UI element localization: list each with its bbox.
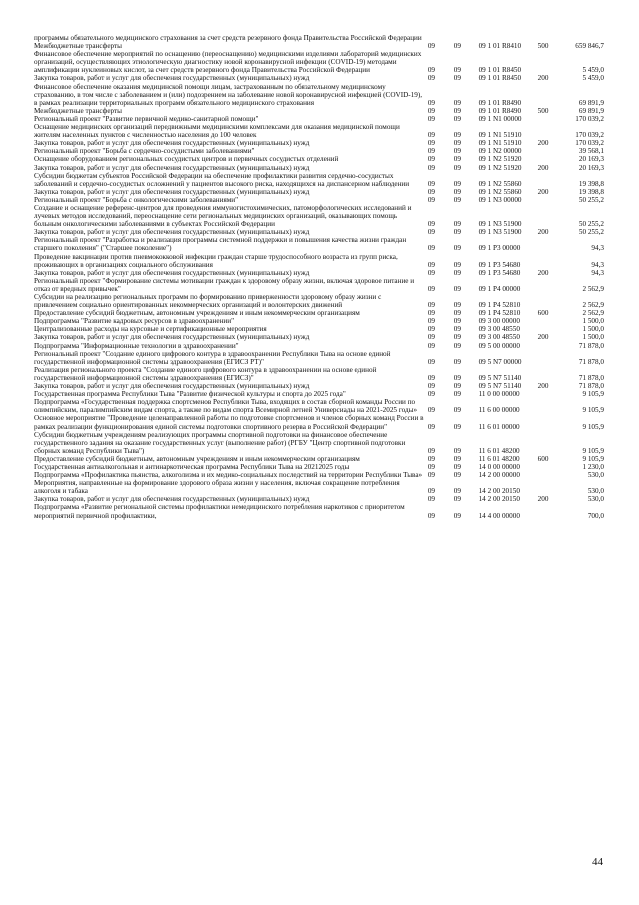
table-row <box>34 431 604 455</box>
row-cs: 09 5 N7 51140 <box>478 382 522 391</box>
table-row <box>34 236 604 252</box>
row-ved: 09 <box>427 357 435 366</box>
row-name: Проведение вакцинации против пневмококковой инфекции граждан старше трудоспособного возраста из групп риска, проживающих в организациях социального обслуживания <box>34 252 398 269</box>
table-row <box>34 42 604 50</box>
row-rz: 09 <box>453 382 461 391</box>
row-cs: 09 3 00 00000 <box>478 317 520 326</box>
row-rz: 09 <box>453 228 461 237</box>
row-vr <box>538 463 567 471</box>
row-rz: 09 <box>453 511 461 520</box>
row-name: Закупка товаров, работ и услуг для обеспечения государственных (муниципальных) нужд <box>34 74 310 83</box>
row-ved: 09 <box>427 106 435 115</box>
table-row <box>34 123 604 139</box>
row-rz: 09 <box>453 74 461 83</box>
row-vr <box>538 277 567 293</box>
row-rz: 09 <box>453 422 461 431</box>
row-name: Субсидии бюджетным учреждениям реализующих программы спортивной подготовки на финансовое обеспечение государственного задания на оказание государственных услуг (выполнение работ) (РГБУ "Центр спортивной подготовки сборных команд Республики Тыва") <box>34 430 406 455</box>
row-sum: 19 398,8 <box>578 179 604 188</box>
row-vr <box>538 342 567 350</box>
row-name: Государственная антиалкогольная и антинаркотическая программа Республики Тыва на 20212025 годы <box>34 462 350 471</box>
row-vr <box>538 236 567 252</box>
row-ved: 09 <box>427 244 435 253</box>
table-row <box>34 115 604 123</box>
row-sum: 71 878,0 <box>578 341 604 350</box>
table-row <box>34 107 604 115</box>
row-name: Централизованные расходы на курсовые и сертификационные мероприятия <box>34 325 267 334</box>
table-row <box>34 350 604 366</box>
row-vr: 200 <box>537 228 549 237</box>
row-cs: 09 5 N7 51140 <box>478 373 522 382</box>
row-sum: 2 562,9 <box>582 309 604 318</box>
row-rz: 09 <box>453 325 461 334</box>
row-rz: 09 <box>453 260 461 269</box>
row-name: Подпрограмма «Государственная поддержка спортсменов Республики Тыва, входящих в состав сборной команды России по олимпийским, паралимпийским видам спорта, а также по видам спорта Всемирной летней Универсиады на 2021-2025 годы» <box>34 398 418 415</box>
row-vr <box>538 204 567 228</box>
row-sum: 71 878,0 <box>578 357 604 366</box>
row-cs: 09 1 N2 51920 <box>478 163 522 172</box>
row-vr: 600 <box>537 454 549 463</box>
row-ved: 09 <box>427 301 435 310</box>
row-rz: 09 <box>453 268 461 277</box>
row-rz: 09 <box>453 147 461 156</box>
row-sum: 2 562,9 <box>582 301 604 310</box>
row-ved: 09 <box>427 382 435 391</box>
table-row <box>34 333 604 341</box>
table-row <box>34 188 604 196</box>
row-ved: 09 <box>427 471 435 480</box>
row-sum: 50 255,2 <box>578 195 604 204</box>
row-name: Мероприятия, направленные на формирование здорового образа жизни у населения, включая сокращение потребления алкоголя и табака <box>34 479 400 496</box>
row-cs: 14 4 00 00000 <box>478 511 520 520</box>
row-name: Межбюджетные трансферты <box>34 106 122 115</box>
table-row <box>34 463 604 471</box>
table-row <box>34 325 604 333</box>
row-vr <box>538 147 567 155</box>
table-row <box>34 253 604 269</box>
row-name: Государственная программа Республики Тыва "Развитие физической культуры и спорта до 2025 года" <box>34 390 346 399</box>
row-ved: 09 <box>427 317 435 326</box>
row-rz: 09 <box>453 106 461 115</box>
table-row <box>34 164 604 172</box>
row-ved: 09 <box>427 147 435 156</box>
row-ved: 09 <box>427 228 435 237</box>
budget-table <box>34 34 604 520</box>
row-vr <box>538 471 567 479</box>
row-name: Финансовое обеспечение оказания медицинской помощи лицам, застрахованным по обязательному медицинскому страхованию, в том числе с заболеванием и (или) подозрением на заболевание новой коронавирусной инфекцией (COVID-19), в рамках реализации территориальных программ обязательного медицинского страхования <box>34 82 423 107</box>
row-name: Региональный проект "Борьба с онкологическими заболеваниями" <box>34 195 239 204</box>
row-name: Региональный проект "Развитие первичной медико-санитарной помощи" <box>34 114 259 123</box>
row-sum: 20 169,3 <box>578 163 604 172</box>
table-row <box>34 309 604 317</box>
table-row <box>34 503 604 519</box>
row-rz: 09 <box>453 357 461 366</box>
row-sum: 170 039,2 <box>575 114 604 123</box>
row-cs: 09 5 00 00000 <box>478 341 520 350</box>
row-cs: 09 1 N3 00000 <box>478 195 522 204</box>
row-ved: 09 <box>427 341 435 350</box>
row-vr <box>538 398 567 414</box>
row-ved: 09 <box>427 42 435 51</box>
row-rz: 09 <box>453 390 461 399</box>
row-vr <box>538 293 567 309</box>
row-rz: 09 <box>453 187 461 196</box>
row-vr: 500 <box>537 42 549 51</box>
table-row <box>34 277 604 293</box>
row-ved: 09 <box>427 98 435 107</box>
table-row <box>34 139 604 147</box>
row-name: Финансовое обеспечение мероприятий по оснащению (переоснащению) медицинскими изделиями лабораторий медицинских организаций, осуществляющих этиологическую диагностику новой коронавирусной инфекции (COVID-19) методами амплификации нуклеиновых кислот, за счет средств резервного фонда Правительства Российской Федерации <box>34 50 422 75</box>
row-vr: 200 <box>537 187 549 196</box>
row-cs: 09 1 P3 54680 <box>478 268 521 277</box>
row-cs: 09 3 00 48550 <box>478 325 520 334</box>
row-ved: 09 <box>427 487 435 496</box>
row-sum: 71 878,0 <box>578 373 604 382</box>
row-vr <box>538 172 567 188</box>
row-sum: 69 891,9 <box>578 98 604 107</box>
row-name: Предоставление субсидий бюджетным, автономным учреждениям и иным некоммерческим организациям <box>34 309 360 318</box>
row-name: Реализация регионального проекта "Создание единого цифрового контура в здравоохранении на основе единой государственной информационной системы здравоохранения (ЕГИСЗ)" <box>34 365 377 382</box>
row-cs: 09 1 P3 00000 <box>478 244 521 253</box>
row-cs: 14 2 00 20150 <box>478 495 520 504</box>
row-ved: 09 <box>427 333 435 342</box>
table-row <box>34 382 604 390</box>
row-name: Межбюджетные трансферты <box>34 42 122 51</box>
row-name: Создание и оснащение референс-центров для проведения иммуногистохимических, патоморфологических исследований и лучевых методов исследований, переоснащение сети региональных медицинских организаций, оказывающих помощь больным онкологическими заболеваниями в субъектах Российской Федерации <box>34 203 412 229</box>
row-name: Оснащение оборудованием региональных сосудистых центров и первичных сосудистых отделений <box>34 155 339 164</box>
row-sum: 50 255,2 <box>578 228 604 237</box>
row-name: Закупка товаров, работ и услуг для обеспечения государственных (муниципальных) нужд <box>34 268 310 277</box>
row-cs: 09 1 P3 54680 <box>478 260 521 269</box>
row-rz: 09 <box>453 446 461 455</box>
row-cs: 09 1 N2 55860 <box>478 187 522 196</box>
row-rz: 09 <box>453 317 461 326</box>
row-cs: 09 1 01 R8410 <box>478 42 522 51</box>
row-sum: 700,0 <box>587 511 604 520</box>
row-cs: 14 2 00 00000 <box>478 471 520 480</box>
row-rz: 09 <box>453 373 461 382</box>
row-cs: 11 6 01 00000 <box>478 422 520 431</box>
row-cs: 09 1 N2 00000 <box>478 147 522 156</box>
row-sum: 9 105,9 <box>582 422 604 431</box>
row-rz: 09 <box>453 301 461 310</box>
row-ved: 09 <box>427 155 435 164</box>
row-sum: 94,3 <box>591 244 604 253</box>
row-sum: 19 398,8 <box>578 187 604 196</box>
row-rz: 09 <box>453 131 461 140</box>
row-name: Оснащение медицинских организаций передвижными медицинскими комплексами для оказания медицинской помощи жителям населенных пунктов с численностью населения до 100 человек <box>34 123 400 140</box>
row-ved: 09 <box>427 139 435 148</box>
row-name: Закупка товаров, работ и услуг для обеспечения государственных (муниципальных) нужд <box>34 139 310 148</box>
row-ved: 09 <box>427 268 435 277</box>
row-sum: 71 878,0 <box>578 382 604 391</box>
row-rz: 09 <box>453 163 461 172</box>
row-name: Региональный проект "Борьба с сердечно-сосудистыми заболеваниями" <box>34 147 255 156</box>
row-sum: 530,0 <box>587 495 604 504</box>
row-rz: 09 <box>453 42 461 51</box>
row-vr <box>538 83 567 107</box>
row-rz: 09 <box>453 406 461 415</box>
row-sum: 9 105,9 <box>582 406 604 415</box>
row-cs: 09 1 P4 52810 <box>478 309 521 318</box>
row-cs: 09 1 01 R8450 <box>478 74 522 83</box>
row-ved: 09 <box>427 114 435 123</box>
row-sum: 9 105,9 <box>582 454 604 463</box>
table-row <box>34 317 604 325</box>
row-rz: 09 <box>453 495 461 504</box>
row-rz: 09 <box>453 179 461 188</box>
table-row <box>34 147 604 155</box>
table-row <box>34 74 604 82</box>
table-row <box>34 196 604 204</box>
row-rz: 09 <box>453 114 461 123</box>
row-sum: 94,3 <box>591 268 604 277</box>
row-vr <box>538 115 567 123</box>
row-ved: 09 <box>427 179 435 188</box>
row-ved: 09 <box>427 446 435 455</box>
table-row <box>34 172 604 188</box>
table-row <box>34 471 604 479</box>
row-ved: 09 <box>427 462 435 471</box>
row-rz: 09 <box>453 454 461 463</box>
row-name: Предоставление субсидий бюджетным, автономным учреждениям и иным некоммерческим организациям <box>34 454 360 463</box>
row-cs: 09 1 N1 51910 <box>478 131 522 140</box>
row-rz: 09 <box>453 155 461 164</box>
row-name: Подпрограмма «Развитие региональной системы профилактики немедицинского потребления наркотиков с приоритетом мероприятий первичной профилактики, <box>34 503 405 520</box>
table-row <box>34 269 604 277</box>
row-ved: 09 <box>427 406 435 415</box>
row-vr: 200 <box>537 495 549 504</box>
row-ved: 09 <box>427 131 435 140</box>
row-ved: 09 <box>427 260 435 269</box>
table-row <box>34 204 604 228</box>
document-page <box>34 34 604 520</box>
row-rz: 09 <box>453 462 461 471</box>
row-cs: 09 1 N1 51910 <box>478 139 522 148</box>
row-vr <box>538 431 567 455</box>
row-rz: 09 <box>453 284 461 293</box>
row-ved: 09 <box>427 195 435 204</box>
row-cs: 09 1 N2 51920 <box>478 155 522 164</box>
row-ved: 09 <box>427 220 435 229</box>
row-vr <box>538 479 567 495</box>
row-sum: 20 169,3 <box>578 155 604 164</box>
row-vr <box>538 155 567 163</box>
row-name: Подпрограмма "Информационные технологии в здравоохранении" <box>34 341 239 350</box>
row-cs: 09 1 N2 55860 <box>478 179 522 188</box>
row-cs: 09 1 01 R8490 <box>478 106 522 115</box>
row-rz: 09 <box>453 139 461 148</box>
table-row <box>34 479 604 495</box>
table-row <box>34 228 604 236</box>
row-sum: 659 846,7 <box>575 42 604 51</box>
row-name: Субсидии на реализацию региональных программ по формированию приверженности здоровому образу жизни с привлечением социально ориентированных некоммерческих организаций и волонтерских движений <box>34 293 382 310</box>
row-sum: 1 500,0 <box>582 317 604 326</box>
row-vr <box>538 50 567 74</box>
row-vr: 200 <box>537 333 549 342</box>
row-sum: 9 105,9 <box>582 390 604 399</box>
table-row <box>34 390 604 398</box>
row-vr <box>538 196 567 204</box>
table-row <box>34 366 604 382</box>
row-vr: 200 <box>537 163 549 172</box>
row-cs: 09 1 01 R8490 <box>478 98 522 107</box>
row-sum: 530,0 <box>587 487 604 496</box>
row-name: Закупка товаров, работ и услуг для обеспечения государственных (муниципальных) нужд <box>34 333 310 342</box>
page-number: 44 <box>592 856 603 868</box>
row-name: Региональный проект "Разработка и реализация программы системной поддержки и повышения качества жизни граждан старшего поколения" ("Старшее поколение") <box>34 236 407 253</box>
row-rz: 09 <box>453 66 461 75</box>
row-name: Основное мероприятие "Проведение целенаправленной работы по подготовке спортсменов и членов сборных команд России в рамках реализации функционирования единой системы подготовки спортивного резерва в Российской Федерации" <box>34 414 424 431</box>
row-cs: 09 1 P4 00000 <box>478 284 521 293</box>
row-sum: 170 039,2 <box>575 139 604 148</box>
row-name: Закупка товаров, работ и услуг для обеспечения государственных (муниципальных) нужд <box>34 187 310 196</box>
row-cs: 11 6 01 48200 <box>478 446 520 455</box>
row-sum: 50 255,2 <box>578 220 604 229</box>
row-cs: 11 6 00 00000 <box>478 406 520 415</box>
row-name: Подпрограмма «Профилактика пьянства, алкоголизма и их медико-социальных последствий на территории Республики Тыва» <box>34 471 423 480</box>
row-name: Субсидии бюджетам субъектов Российской Федерации на обеспечение профилактики развития сердечно-сосудистых заболеваний и сердечно-сосудистых осложнений у пациентов высокого риска, находящихся на диспансерном наблюдении <box>34 171 410 188</box>
row-cs: 11 6 01 48200 <box>478 454 520 463</box>
row-rz: 09 <box>453 471 461 480</box>
row-vr: 200 <box>537 139 549 148</box>
row-sum: 1 500,0 <box>582 333 604 342</box>
row-vr: 500 <box>537 106 549 115</box>
row-ved: 09 <box>427 511 435 520</box>
row-cs: 09 1 01 R8450 <box>478 66 522 75</box>
row-cs: 09 1 N1 00000 <box>478 114 522 123</box>
table-row <box>34 155 604 163</box>
row-sum <box>567 34 604 42</box>
row-rz: 09 <box>453 244 461 253</box>
row-vr <box>538 414 567 430</box>
row-ved: 09 <box>427 454 435 463</box>
row-vr <box>538 253 567 269</box>
table-row <box>34 455 604 463</box>
table-row <box>34 50 604 74</box>
row-vr: 200 <box>537 382 549 391</box>
row-name: Закупка товаров, работ и услуг для обеспечения государственных (муниципальных) нужд <box>34 382 310 391</box>
row-ved: 09 <box>427 495 435 504</box>
table-row <box>34 342 604 350</box>
row-sum: 1 500,0 <box>582 325 604 334</box>
row-sum: 39 568,1 <box>578 147 604 156</box>
row-name: Подпрограмма "Развитие кадровых ресурсов в здравоохранении" <box>34 317 235 326</box>
row-name: программы обязательного медицинского страхования за счет средств резервного фонда Правительства Российской Федерации <box>34 34 422 42</box>
table-row <box>34 398 604 414</box>
row-name: Закупка товаров, работ и услуг для обеспечения государственных (муниципальных) нужд <box>34 228 310 237</box>
row-vr <box>538 390 567 398</box>
row-sum: 5 459,0 <box>582 74 604 83</box>
row-name: Закупка товаров, работ и услуг для обеспечения государственных (муниципальных) нужд <box>34 163 310 172</box>
row-vr: 600 <box>537 309 549 318</box>
row-name: Региональный проект "Формирование системы мотивации граждан к здоровому образу жизни, включая здоровое питание и отказ от вредных привычек" <box>34 276 415 293</box>
row-vr <box>538 350 567 366</box>
table-row <box>34 34 604 42</box>
row-vr <box>538 503 567 519</box>
row-sum: 1 230,0 <box>582 462 604 471</box>
row-cs: 09 5 N7 00000 <box>478 357 522 366</box>
row-sum: 530,0 <box>587 471 604 480</box>
row-rz: 09 <box>453 220 461 229</box>
row-sum: 94,3 <box>591 260 604 269</box>
table-row <box>34 495 604 503</box>
row-rz: 09 <box>453 309 461 318</box>
row-rz <box>454 34 479 42</box>
row-vr: 200 <box>537 268 549 277</box>
row-ved: 09 <box>427 373 435 382</box>
row-ved: 09 <box>427 163 435 172</box>
row-rz: 09 <box>453 195 461 204</box>
row-vr <box>538 325 567 333</box>
row-vr <box>538 317 567 325</box>
budget-table-body <box>34 34 604 520</box>
row-vr: 200 <box>537 74 549 83</box>
row-sum: 170 039,2 <box>575 131 604 140</box>
row-rz: 09 <box>453 98 461 107</box>
row-sum: 69 891,9 <box>578 106 604 115</box>
row-sum: 9 105,9 <box>582 446 604 455</box>
row-ved: 09 <box>427 66 435 75</box>
row-vr <box>538 34 567 42</box>
row-rz: 09 <box>453 333 461 342</box>
row-sum: 2 562,9 <box>582 284 604 293</box>
row-cs: 11 0 00 00000 <box>478 390 520 399</box>
table-row <box>34 414 604 430</box>
row-ved <box>428 34 454 42</box>
row-name: Региональный проект "Создание единого цифрового контура в здравоохранении Республики Тыва на основе единой государственной информационной системы здравоохранения (ЕГИСЗ РТ)" <box>34 349 391 366</box>
row-cs: 09 1 P4 52810 <box>478 301 521 310</box>
row-rz: 09 <box>453 487 461 496</box>
table-row <box>34 293 604 309</box>
row-ved: 09 <box>427 74 435 83</box>
row-cs: 09 1 N3 51900 <box>478 228 522 237</box>
table-row <box>34 83 604 107</box>
row-cs: 09 3 00 48550 <box>478 333 520 342</box>
row-ved: 09 <box>427 309 435 318</box>
row-ved: 09 <box>427 422 435 431</box>
row-ved: 09 <box>427 390 435 399</box>
row-ved: 09 <box>427 187 435 196</box>
row-vr <box>538 123 567 139</box>
row-ved: 09 <box>427 284 435 293</box>
row-ved: 09 <box>427 325 435 334</box>
row-cs: 09 1 N3 51900 <box>478 220 522 229</box>
row-rz: 09 <box>453 341 461 350</box>
row-vr <box>538 366 567 382</box>
row-cs <box>479 34 538 42</box>
row-cs: 14 2 00 20150 <box>478 487 520 496</box>
row-sum: 5 459,0 <box>582 66 604 75</box>
row-name: Закупка товаров, работ и услуг для обеспечения государственных (муниципальных) нужд <box>34 495 310 504</box>
row-cs: 14 0 00 00000 <box>478 462 520 471</box>
